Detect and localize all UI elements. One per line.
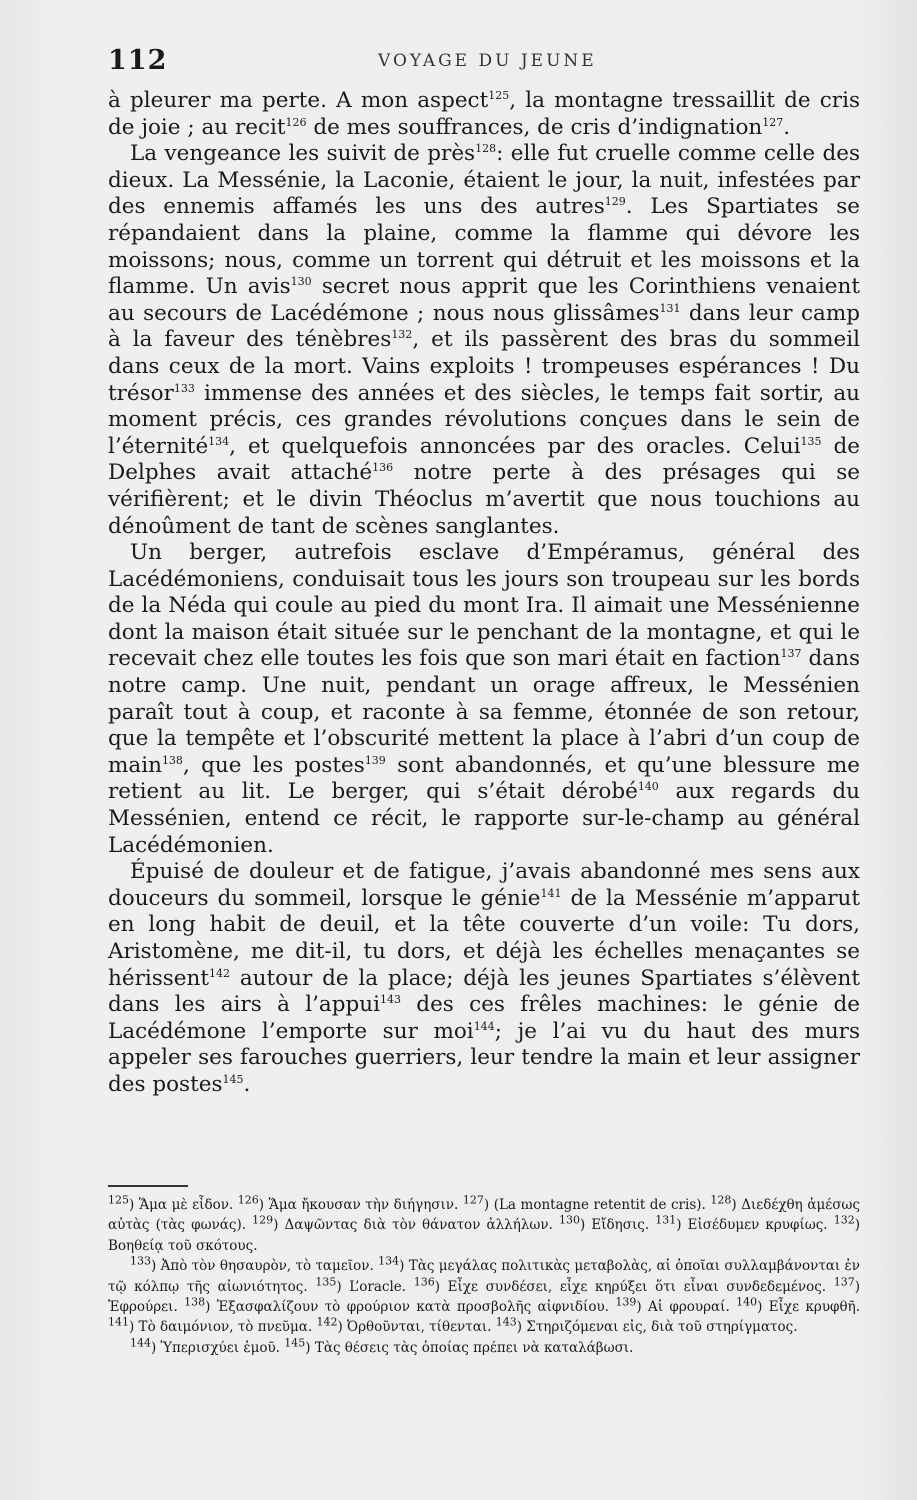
page-number: 112 (108, 45, 168, 76)
paragraph: Un berger, autrefois esclave d’Empéramus, général des Lacédémoniens, conduisait tous les jours son troupeau sur les bords de la Néda qui coule au pied du mont Ira. Il aimait une Messénienne dont la maison était située sur le penchant de la montagne, et qui le recevait chez elle toutes les fois que son mari était en faction$^{137}$ dans notre camp. Une nuit, pendant un orage affreux, le Messénien paraît tout à coup, et raconte à sa femme, étonnée de son retour, que la tempête et l’obscurité mettent la place à l’abri d’un coup de main$^{138}$, que les postes$^{139}$ sont abandonnés, et qu’une blessure me retient au lit. Le berger, qui s’était dérobé$^{140}$ aux regards du Messénien, entend ce récit, le rapporte sur-le-champ au général Lacédémonien. (108, 540, 860, 858)
footnote-line: $^{125}$) Ἅμα μὲ εἶδον. $^{126}$) Ἅμα ἤκουσαν τὴν διήγησιν. $^{127}$) (La montagne retentit de cris). $^{128}$) Διεδέχθη ἀμέσως αὐτὰς (τὰς φωνάς). $^{129}$) Δαψῶντας διὰ τὸν θάνατον ἀλλήλων. $^{130}$) Εἴδησις. $^{131}$) Εἰσέδυμεν κρυφίως. $^{132}$) Βοηθείᾳ τοῦ σκότους. (108, 1193, 861, 1254)
paragraph: Épuisé de douleur et de fatigue, j’avais abandonné mes sens aux douceurs du sommeil, lorsque le génie$^{141}$ de la Messénie m’apparut en long habit de deuil, et la tête couverte d’un voile: Tu dors, Aristomène, me dit-il, tu dors, et déjà les échelles menaçantes se hérissent$^{142}$ autour de la place; déjà les jeunes Spartiates s’élèvent dans les airs à l’appui$^{143}$ des ces frêles machines: le génie de Lacédémone l’emporte sur moi$^{144}$; je l’ai vu du haut des murs appeler ses farouches guerriers, leur tendre la main et leur assigner des postes$^{145}$. (108, 859, 860, 1097)
footnote-line: $^{144}$) Ὑπερισχύει ἐμοῦ. $^{145}$) Τὰς θέσεις τὰς ὁποίας πρέπει νὰ καταλάβωσι. (130, 1336, 634, 1356)
running-head: VOYAGE DU JEUNE (378, 51, 597, 71)
footnotes (108, 1195, 860, 1358)
page-header (108, 45, 857, 79)
paragraph: La vengeance les suivit de près$^{128}$: elle fut cruelle comme celle des dieux. La Messénie, la Laconie, étaient le jour, la nuit, infestées par des ennemis affamés les uns des autres$^{129}$. Les Spartiates se répandaient dans la plaine, comme la flamme qui dévore les moissons; nous, comme un torrent qui détruit et les moissons et la flamme. Un avis$^{130}$ secret nous apprit que les Corinthiens venaient au secours de Lacédémone ; nous nous glissâmes$^{131}$ dans leur camp à la faveur des ténèbres$^{132}$, et ils passèrent des bras du sommeil dans ceux de la mort. Vains exploits ! trompeuses espérances ! Du trésor$^{133}$ immense des années et des siècles, le temps fait sortir, au moment précis, ces grandes révolutions conçues dans le sein de l’éternité$^{134}$, et quelquefois annoncées par des oracles. Celui$^{135}$ de Delphes avait attaché$^{136}$ notre perte à des présages qui se vérifièrent; et le divin Théoclus m’avertit que nous touchions au dénoûment de tant de scènes sanglantes. (108, 141, 861, 539)
paragraph: à pleurer ma perte. A mon aspect$^{125}$, la montagne tressaillit de cris de joie ; au recit$^{126}$ de mes souffrances, de cris d’indignation$^{127}$. (108, 88, 860, 140)
body-text (108, 88, 860, 1099)
footnote-line: $^{133}$) Ἀπὸ τὸν θησαυρὸν, τὸ ταμεῖον. $^{134}$) Τὰς μεγάλας πολιτικὰς μεταβολὰς, αἱ ὁποῖαι συλλαμβάνονται ἐν τῷ κόλπῳ τῆς αἰωνιότητος. $^{135}$) L’oracle. $^{136}$) Εἶχε συνδέσει, εἶχε κηρύξει ὅτι εἶναι συνδεδεμένος. $^{137}$) Ἐφρούρει. $^{138}$) Ἐξασφαλίζουν τὸ φρούριον κατὰ προσβολῆς αἰφνιδίου. $^{139}$) Αἱ φρουραί. $^{140}$) Εἶχε κρυφθῆ. $^{141}$) Τὸ δαιμόνιον, τὸ πνεῦμα. $^{142}$) Ὀρθοῦνται, τίθενται. $^{143}$) Στηριζόμεναι εἰς, διὰ τοῦ στηρίγματος. (108, 1254, 861, 1336)
footnote-divider (108, 1185, 188, 1187)
